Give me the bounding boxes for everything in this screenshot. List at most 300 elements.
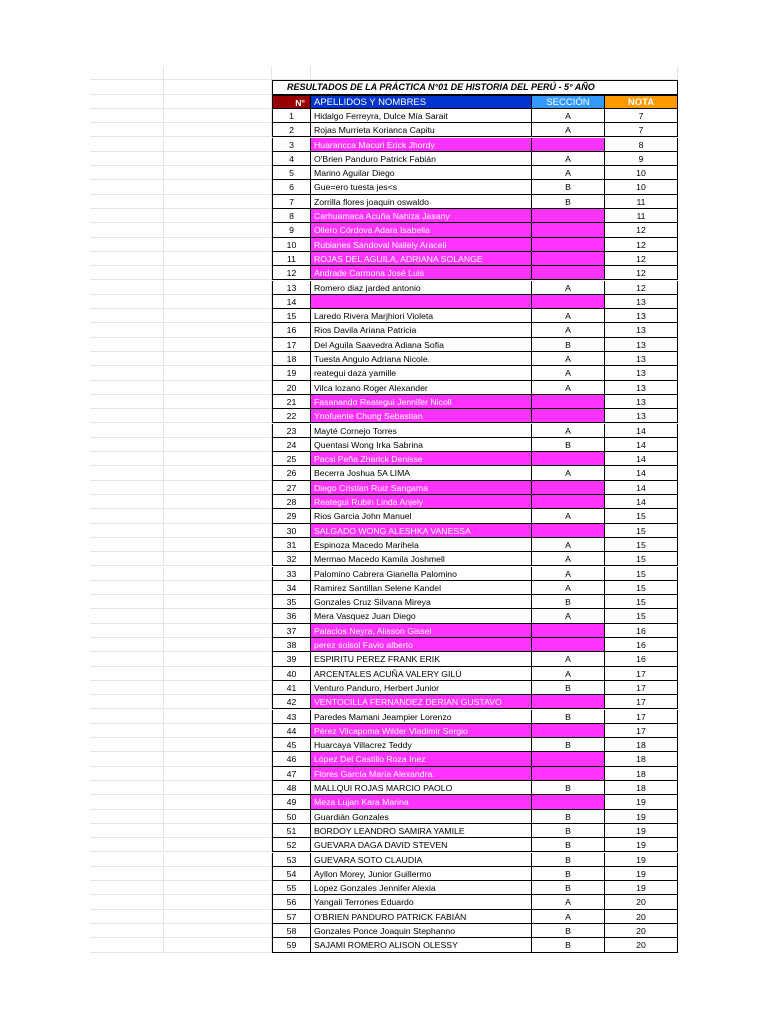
grade-cell[interactable]: 13 xyxy=(605,409,678,423)
cell[interactable] xyxy=(164,624,272,638)
cell[interactable] xyxy=(164,824,272,838)
student-name[interactable]: GUEVARA SOTO CLAUDIA xyxy=(311,853,532,867)
row-number[interactable]: 32 xyxy=(272,552,311,566)
grade-cell[interactable]: 13 xyxy=(605,338,678,352)
cell[interactable] xyxy=(90,238,164,252)
row-number[interactable]: 8 xyxy=(272,209,311,223)
row-number[interactable]: 36 xyxy=(272,609,311,623)
grade-cell[interactable]: 10 xyxy=(605,180,678,194)
cell[interactable] xyxy=(164,366,272,380)
student-name[interactable]: Pérez Vilcapoma Wilder Vladimir Sergio xyxy=(311,724,532,738)
row-number[interactable]: 40 xyxy=(272,667,311,681)
sheet-title[interactable]: RESULTADOS DE LA PRÁCTICA N°01 DE HISTORIA DEL PERÚ - 5° AÑO xyxy=(272,80,678,94)
section-cell[interactable]: A xyxy=(532,581,605,595)
cell[interactable] xyxy=(90,409,164,423)
cell[interactable] xyxy=(311,66,678,80)
section-cell[interactable] xyxy=(532,295,605,309)
section-cell[interactable]: A xyxy=(532,652,605,666)
section-cell[interactable] xyxy=(532,767,605,781)
row-number[interactable]: 41 xyxy=(272,681,311,695)
row-number[interactable]: 31 xyxy=(272,538,311,552)
section-cell[interactable]: B xyxy=(532,853,605,867)
section-cell[interactable]: B xyxy=(532,338,605,352)
cell[interactable] xyxy=(90,281,164,295)
cell[interactable] xyxy=(164,138,272,152)
student-name[interactable]: Mayté Cornejo Torres xyxy=(311,424,532,438)
section-cell[interactable] xyxy=(532,238,605,252)
cell[interactable] xyxy=(90,752,164,766)
student-name[interactable]: Tuesta Angulo Adriana Nicole. xyxy=(311,352,532,366)
cell[interactable] xyxy=(90,681,164,695)
grade-cell[interactable]: 13 xyxy=(605,381,678,395)
section-cell[interactable]: A xyxy=(532,910,605,924)
cell[interactable] xyxy=(164,738,272,752)
cell[interactable] xyxy=(164,223,272,237)
cell[interactable] xyxy=(90,438,164,452)
grade-cell[interactable]: 15 xyxy=(605,581,678,595)
cell[interactable] xyxy=(164,252,272,266)
grade-cell[interactable]: 19 xyxy=(605,810,678,824)
cell[interactable] xyxy=(90,924,164,938)
cell[interactable] xyxy=(90,881,164,895)
grade-cell[interactable]: 8 xyxy=(605,138,678,152)
cell[interactable] xyxy=(90,895,164,909)
student-name[interactable]: Espinoza Macedo Marihela xyxy=(311,538,532,552)
cell[interactable] xyxy=(164,152,272,166)
grade-cell[interactable]: 20 xyxy=(605,938,678,952)
row-number[interactable]: 17 xyxy=(272,338,311,352)
student-name[interactable]: Andrade Carmona José Luis xyxy=(311,266,532,280)
student-name[interactable]: Gue=ero tuesta jes<s xyxy=(311,180,532,194)
grade-cell[interactable]: 7 xyxy=(605,109,678,123)
grade-cell[interactable]: 14 xyxy=(605,438,678,452)
cell[interactable] xyxy=(164,609,272,623)
student-name[interactable]: Gonzales Cruz Silvana Mireya xyxy=(311,595,532,609)
section-cell[interactable] xyxy=(532,452,605,466)
cell[interactable] xyxy=(90,781,164,795)
cell[interactable] xyxy=(164,80,272,94)
row-number[interactable]: 49 xyxy=(272,795,311,809)
grade-cell[interactable]: 13 xyxy=(605,309,678,323)
cell[interactable] xyxy=(164,409,272,423)
grade-cell[interactable]: 15 xyxy=(605,552,678,566)
grade-cell[interactable]: 19 xyxy=(605,838,678,852)
student-name[interactable]: Venturo Panduro, Herbert Junior xyxy=(311,681,532,695)
cell[interactable] xyxy=(90,795,164,809)
header-name[interactable]: APELLIDOS Y NOMBRES xyxy=(311,95,532,109)
cell[interactable] xyxy=(90,552,164,566)
section-cell[interactable]: A xyxy=(532,424,605,438)
cell[interactable] xyxy=(90,309,164,323)
row-number[interactable]: 56 xyxy=(272,895,311,909)
student-name[interactable]: Rojas Murrieta Korianca Capitu xyxy=(311,123,532,137)
student-name[interactable]: Romero diaz jarded antonio xyxy=(311,281,532,295)
section-cell[interactable] xyxy=(532,409,605,423)
section-cell[interactable]: B xyxy=(532,810,605,824)
cell[interactable] xyxy=(90,938,164,952)
cell[interactable] xyxy=(90,767,164,781)
cell[interactable] xyxy=(90,667,164,681)
cell[interactable] xyxy=(164,924,272,938)
section-cell[interactable] xyxy=(532,138,605,152)
cell[interactable] xyxy=(164,795,272,809)
row-number[interactable]: 3 xyxy=(272,138,311,152)
cell[interactable] xyxy=(90,724,164,738)
cell[interactable] xyxy=(164,853,272,867)
cell[interactable] xyxy=(90,695,164,709)
student-name[interactable]: Diego Cristian Ruiz Sangama xyxy=(311,481,532,495)
cell[interactable] xyxy=(164,238,272,252)
student-name[interactable]: Gonzales Ponce Joaquin Stephanno xyxy=(311,924,532,938)
cell[interactable] xyxy=(164,95,272,109)
row-number[interactable]: 24 xyxy=(272,438,311,452)
cell[interactable] xyxy=(90,824,164,838)
student-name[interactable]: Palacios Neyra, Alisson Gissel xyxy=(311,624,532,638)
cell[interactable] xyxy=(164,810,272,824)
cell[interactable] xyxy=(90,152,164,166)
student-name[interactable]: Mermao Macedo Kamila Joshmell xyxy=(311,552,532,566)
cell[interactable] xyxy=(90,338,164,352)
section-cell[interactable]: B xyxy=(532,881,605,895)
section-cell[interactable]: A xyxy=(532,567,605,581)
student-name[interactable]: VENTOCILLA FERNANDEZ DERIAN GUSTAVO xyxy=(311,695,532,709)
student-name[interactable]: Ramirez Santillan Selene Kandel xyxy=(311,581,532,595)
cell[interactable] xyxy=(90,95,164,109)
row-number[interactable]: 5 xyxy=(272,166,311,180)
cell[interactable] xyxy=(164,395,272,409)
section-cell[interactable]: A xyxy=(532,352,605,366)
row-number[interactable]: 18 xyxy=(272,352,311,366)
row-number[interactable]: 12 xyxy=(272,266,311,280)
row-number[interactable]: 33 xyxy=(272,567,311,581)
grade-cell[interactable]: 17 xyxy=(605,695,678,709)
section-cell[interactable]: A xyxy=(532,381,605,395)
section-cell[interactable]: B xyxy=(532,781,605,795)
section-cell[interactable]: A xyxy=(532,466,605,480)
cell[interactable] xyxy=(90,323,164,337)
grade-cell[interactable]: 18 xyxy=(605,752,678,766)
cell[interactable] xyxy=(164,109,272,123)
cell[interactable] xyxy=(90,66,164,80)
header-number[interactable]: N° xyxy=(272,95,311,109)
cell[interactable] xyxy=(164,695,272,709)
grade-cell[interactable]: 7 xyxy=(605,123,678,137)
cell[interactable] xyxy=(90,509,164,523)
student-name[interactable]: Ynofuente Chung Sebastian xyxy=(311,409,532,423)
row-number[interactable]: 19 xyxy=(272,366,311,380)
grade-cell[interactable]: 18 xyxy=(605,767,678,781)
section-cell[interactable]: A xyxy=(532,166,605,180)
row-number[interactable]: 1 xyxy=(272,109,311,123)
cell[interactable] xyxy=(164,309,272,323)
grade-cell[interactable]: 20 xyxy=(605,924,678,938)
student-name[interactable]: Fasanando Reategui Jennifer Nicoll xyxy=(311,395,532,409)
student-name[interactable]: Rios Davila Ariana Patricia xyxy=(311,323,532,337)
row-number[interactable]: 54 xyxy=(272,867,311,881)
grade-cell[interactable]: 19 xyxy=(605,824,678,838)
row-number[interactable]: 28 xyxy=(272,495,311,509)
student-name[interactable]: Ayllon Morey, Junior Guillermo xyxy=(311,867,532,881)
student-name[interactable]: GUEVARA DAGA DAVID STEVEN xyxy=(311,838,532,852)
grade-cell[interactable]: 15 xyxy=(605,567,678,581)
cell[interactable] xyxy=(164,595,272,609)
section-cell[interactable]: B xyxy=(532,867,605,881)
row-number[interactable]: 11 xyxy=(272,252,311,266)
cell[interactable] xyxy=(164,452,272,466)
cell[interactable] xyxy=(164,681,272,695)
grade-cell[interactable]: 15 xyxy=(605,595,678,609)
row-number[interactable]: 6 xyxy=(272,180,311,194)
grade-cell[interactable]: 14 xyxy=(605,481,678,495)
cell[interactable] xyxy=(90,710,164,724)
section-cell[interactable]: A xyxy=(532,281,605,295)
cell[interactable] xyxy=(90,567,164,581)
grade-cell[interactable]: 11 xyxy=(605,195,678,209)
row-number[interactable]: 53 xyxy=(272,853,311,867)
grade-cell[interactable]: 12 xyxy=(605,223,678,237)
section-cell[interactable] xyxy=(532,624,605,638)
student-name[interactable] xyxy=(311,295,532,309)
student-name[interactable]: MALLQUI ROJAS MARCIO PAOLO xyxy=(311,781,532,795)
row-number[interactable]: 43 xyxy=(272,710,311,724)
row-number[interactable]: 22 xyxy=(272,409,311,423)
row-number[interactable]: 20 xyxy=(272,381,311,395)
student-name[interactable]: Rios Garcia John Manuel xyxy=(311,509,532,523)
section-cell[interactable] xyxy=(532,395,605,409)
cell[interactable] xyxy=(90,838,164,852)
cell[interactable] xyxy=(90,366,164,380)
cell[interactable] xyxy=(90,80,164,94)
section-cell[interactable] xyxy=(532,209,605,223)
student-name[interactable]: Huarancca Macuri Erick Jhordy xyxy=(311,138,532,152)
row-number[interactable]: 15 xyxy=(272,309,311,323)
row-number[interactable]: 59 xyxy=(272,938,311,952)
student-name[interactable]: Rubianes Sandoval Nallely Araceli xyxy=(311,238,532,252)
student-name[interactable]: Carhuamaca Acuña Nahiza Jasany xyxy=(311,209,532,223)
cell[interactable] xyxy=(164,166,272,180)
section-cell[interactable]: A xyxy=(532,123,605,137)
cell[interactable] xyxy=(90,595,164,609)
row-number[interactable]: 27 xyxy=(272,481,311,495)
grade-cell[interactable]: 11 xyxy=(605,209,678,223)
grade-cell[interactable]: 16 xyxy=(605,638,678,652)
grade-cell[interactable]: 12 xyxy=(605,252,678,266)
student-name[interactable]: BORDOY LEANDRO SAMIRA YAMILE xyxy=(311,824,532,838)
grade-cell[interactable]: 18 xyxy=(605,781,678,795)
cell[interactable] xyxy=(272,66,311,80)
section-cell[interactable]: A xyxy=(532,309,605,323)
grade-cell[interactable]: 17 xyxy=(605,724,678,738)
cell[interactable] xyxy=(90,295,164,309)
grade-cell[interactable]: 17 xyxy=(605,681,678,695)
row-number[interactable]: 4 xyxy=(272,152,311,166)
cell[interactable] xyxy=(90,166,164,180)
grade-cell[interactable]: 10 xyxy=(605,166,678,180)
cell[interactable] xyxy=(164,938,272,952)
cell[interactable] xyxy=(164,895,272,909)
cell[interactable] xyxy=(90,109,164,123)
grade-cell[interactable]: 20 xyxy=(605,895,678,909)
student-name[interactable]: Meza Lujan Kara Marina xyxy=(311,795,532,809)
row-number[interactable]: 39 xyxy=(272,652,311,666)
grade-cell[interactable]: 17 xyxy=(605,667,678,681)
row-number[interactable]: 16 xyxy=(272,323,311,337)
student-name[interactable]: perez solsol Favio alberto xyxy=(311,638,532,652)
cell[interactable] xyxy=(164,323,272,337)
row-number[interactable]: 37 xyxy=(272,624,311,638)
row-number[interactable]: 10 xyxy=(272,238,311,252)
row-number[interactable]: 23 xyxy=(272,424,311,438)
row-number[interactable]: 42 xyxy=(272,695,311,709)
section-cell[interactable]: A xyxy=(532,667,605,681)
cell[interactable] xyxy=(164,481,272,495)
cell[interactable] xyxy=(164,195,272,209)
section-cell[interactable] xyxy=(532,266,605,280)
section-cell[interactable]: B xyxy=(532,838,605,852)
row-number[interactable]: 45 xyxy=(272,738,311,752)
section-cell[interactable]: B xyxy=(532,180,605,194)
cell[interactable] xyxy=(90,609,164,623)
cell[interactable] xyxy=(164,466,272,480)
section-cell[interactable] xyxy=(532,223,605,237)
cell[interactable] xyxy=(164,424,272,438)
cell[interactable] xyxy=(164,509,272,523)
student-name[interactable]: ARCENTALES ACUÑA VALERY GILÚ xyxy=(311,667,532,681)
section-cell[interactable] xyxy=(532,752,605,766)
row-number[interactable]: 14 xyxy=(272,295,311,309)
cell[interactable] xyxy=(164,495,272,509)
cell[interactable] xyxy=(164,638,272,652)
grade-cell[interactable]: 16 xyxy=(605,624,678,638)
section-cell[interactable] xyxy=(532,524,605,538)
student-name[interactable]: Laredo Rivera Marjhiori Violeta xyxy=(311,309,532,323)
row-number[interactable]: 2 xyxy=(272,123,311,137)
section-cell[interactable]: B xyxy=(532,595,605,609)
cell[interactable] xyxy=(90,524,164,538)
cell[interactable] xyxy=(90,209,164,223)
cell[interactable] xyxy=(164,838,272,852)
student-name[interactable]: Becerra Joshua 5A LIMA xyxy=(311,466,532,480)
student-name[interactable]: Quentasi Wong Irka Sabrina xyxy=(311,438,532,452)
cell[interactable] xyxy=(164,66,272,80)
cell[interactable] xyxy=(164,667,272,681)
row-number[interactable]: 51 xyxy=(272,824,311,838)
cell[interactable] xyxy=(164,881,272,895)
cell[interactable] xyxy=(90,381,164,395)
student-name[interactable]: ROJAS DEL AGUILA, ADRIANA SOLANGE xyxy=(311,252,532,266)
row-number[interactable]: 30 xyxy=(272,524,311,538)
student-name[interactable]: Zorrilla flores joaquin oswaldo xyxy=(311,195,532,209)
student-name[interactable]: O'BRIEN PANDURO PATRICK FABIÁN xyxy=(311,910,532,924)
cell[interactable] xyxy=(164,209,272,223)
cell[interactable] xyxy=(90,867,164,881)
cell[interactable] xyxy=(90,395,164,409)
student-name[interactable]: SAJAMI ROMERO ALISON OLESSY xyxy=(311,938,532,952)
section-cell[interactable]: B xyxy=(532,438,605,452)
cell[interactable] xyxy=(90,481,164,495)
cell[interactable] xyxy=(90,252,164,266)
student-name[interactable]: reategui daza yamille xyxy=(311,366,532,380)
section-cell[interactable]: A xyxy=(532,323,605,337)
cell[interactable] xyxy=(90,581,164,595)
cell[interactable] xyxy=(164,381,272,395)
grade-cell[interactable]: 14 xyxy=(605,495,678,509)
section-cell[interactable]: A xyxy=(532,509,605,523)
cell[interactable] xyxy=(164,710,272,724)
section-cell[interactable] xyxy=(532,495,605,509)
grade-cell[interactable]: 18 xyxy=(605,738,678,752)
section-cell[interactable]: A xyxy=(532,366,605,380)
grade-cell[interactable]: 19 xyxy=(605,795,678,809)
cell[interactable] xyxy=(164,652,272,666)
row-number[interactable]: 13 xyxy=(272,281,311,295)
header-section[interactable]: SECCIÓN xyxy=(532,95,605,109)
row-number[interactable]: 25 xyxy=(272,452,311,466)
cell[interactable] xyxy=(164,352,272,366)
student-name[interactable]: Paredes Mamani Jeampier Lorenzo xyxy=(311,710,532,724)
section-cell[interactable]: A xyxy=(532,609,605,623)
student-name[interactable]: Lopez Gonzales Jennifer Alexia xyxy=(311,881,532,895)
grade-cell[interactable]: 9 xyxy=(605,152,678,166)
grade-cell[interactable]: 19 xyxy=(605,881,678,895)
row-number[interactable]: 58 xyxy=(272,924,311,938)
section-cell[interactable] xyxy=(532,252,605,266)
cell[interactable] xyxy=(164,266,272,280)
section-cell[interactable]: B xyxy=(532,938,605,952)
grade-cell[interactable]: 13 xyxy=(605,295,678,309)
header-grade[interactable]: NOTA xyxy=(605,95,678,109)
grade-cell[interactable]: 14 xyxy=(605,452,678,466)
cell[interactable] xyxy=(164,180,272,194)
cell[interactable] xyxy=(90,223,164,237)
row-number[interactable]: 29 xyxy=(272,509,311,523)
student-name[interactable]: Del Aguila Saavedra Adiana Sofia xyxy=(311,338,532,352)
cell[interactable] xyxy=(90,738,164,752)
section-cell[interactable] xyxy=(532,638,605,652)
grade-cell[interactable]: 14 xyxy=(605,424,678,438)
section-cell[interactable]: B xyxy=(532,924,605,938)
cell[interactable] xyxy=(164,752,272,766)
row-number[interactable]: 52 xyxy=(272,838,311,852)
cell[interactable] xyxy=(164,338,272,352)
student-name[interactable]: Vilca lozano Roger Alexander xyxy=(311,381,532,395)
section-cell[interactable]: A xyxy=(532,895,605,909)
cell[interactable] xyxy=(164,867,272,881)
grade-cell[interactable]: 14 xyxy=(605,466,678,480)
row-number[interactable]: 34 xyxy=(272,581,311,595)
grade-cell[interactable]: 13 xyxy=(605,395,678,409)
student-name[interactable]: Huarcaya Villacrez Teddy xyxy=(311,738,532,752)
cell[interactable] xyxy=(164,767,272,781)
cell[interactable] xyxy=(90,624,164,638)
student-name[interactable]: Reategui Rubin Linda Anjely xyxy=(311,495,532,509)
grade-cell[interactable]: 15 xyxy=(605,609,678,623)
cell[interactable] xyxy=(164,281,272,295)
cell[interactable] xyxy=(90,266,164,280)
cell[interactable] xyxy=(90,810,164,824)
section-cell[interactable]: B xyxy=(532,824,605,838)
cell[interactable] xyxy=(164,910,272,924)
row-number[interactable]: 55 xyxy=(272,881,311,895)
grade-cell[interactable]: 13 xyxy=(605,352,678,366)
student-name[interactable]: ESPIRITU PEREZ FRANK ERIK xyxy=(311,652,532,666)
cell[interactable] xyxy=(164,538,272,552)
student-name[interactable]: SALGADO WONG ALESHKA VANESSA xyxy=(311,524,532,538)
grade-cell[interactable]: 19 xyxy=(605,853,678,867)
cell[interactable] xyxy=(90,638,164,652)
row-number[interactable]: 47 xyxy=(272,767,311,781)
student-name[interactable]: Flores García María Alexandra. xyxy=(311,767,532,781)
